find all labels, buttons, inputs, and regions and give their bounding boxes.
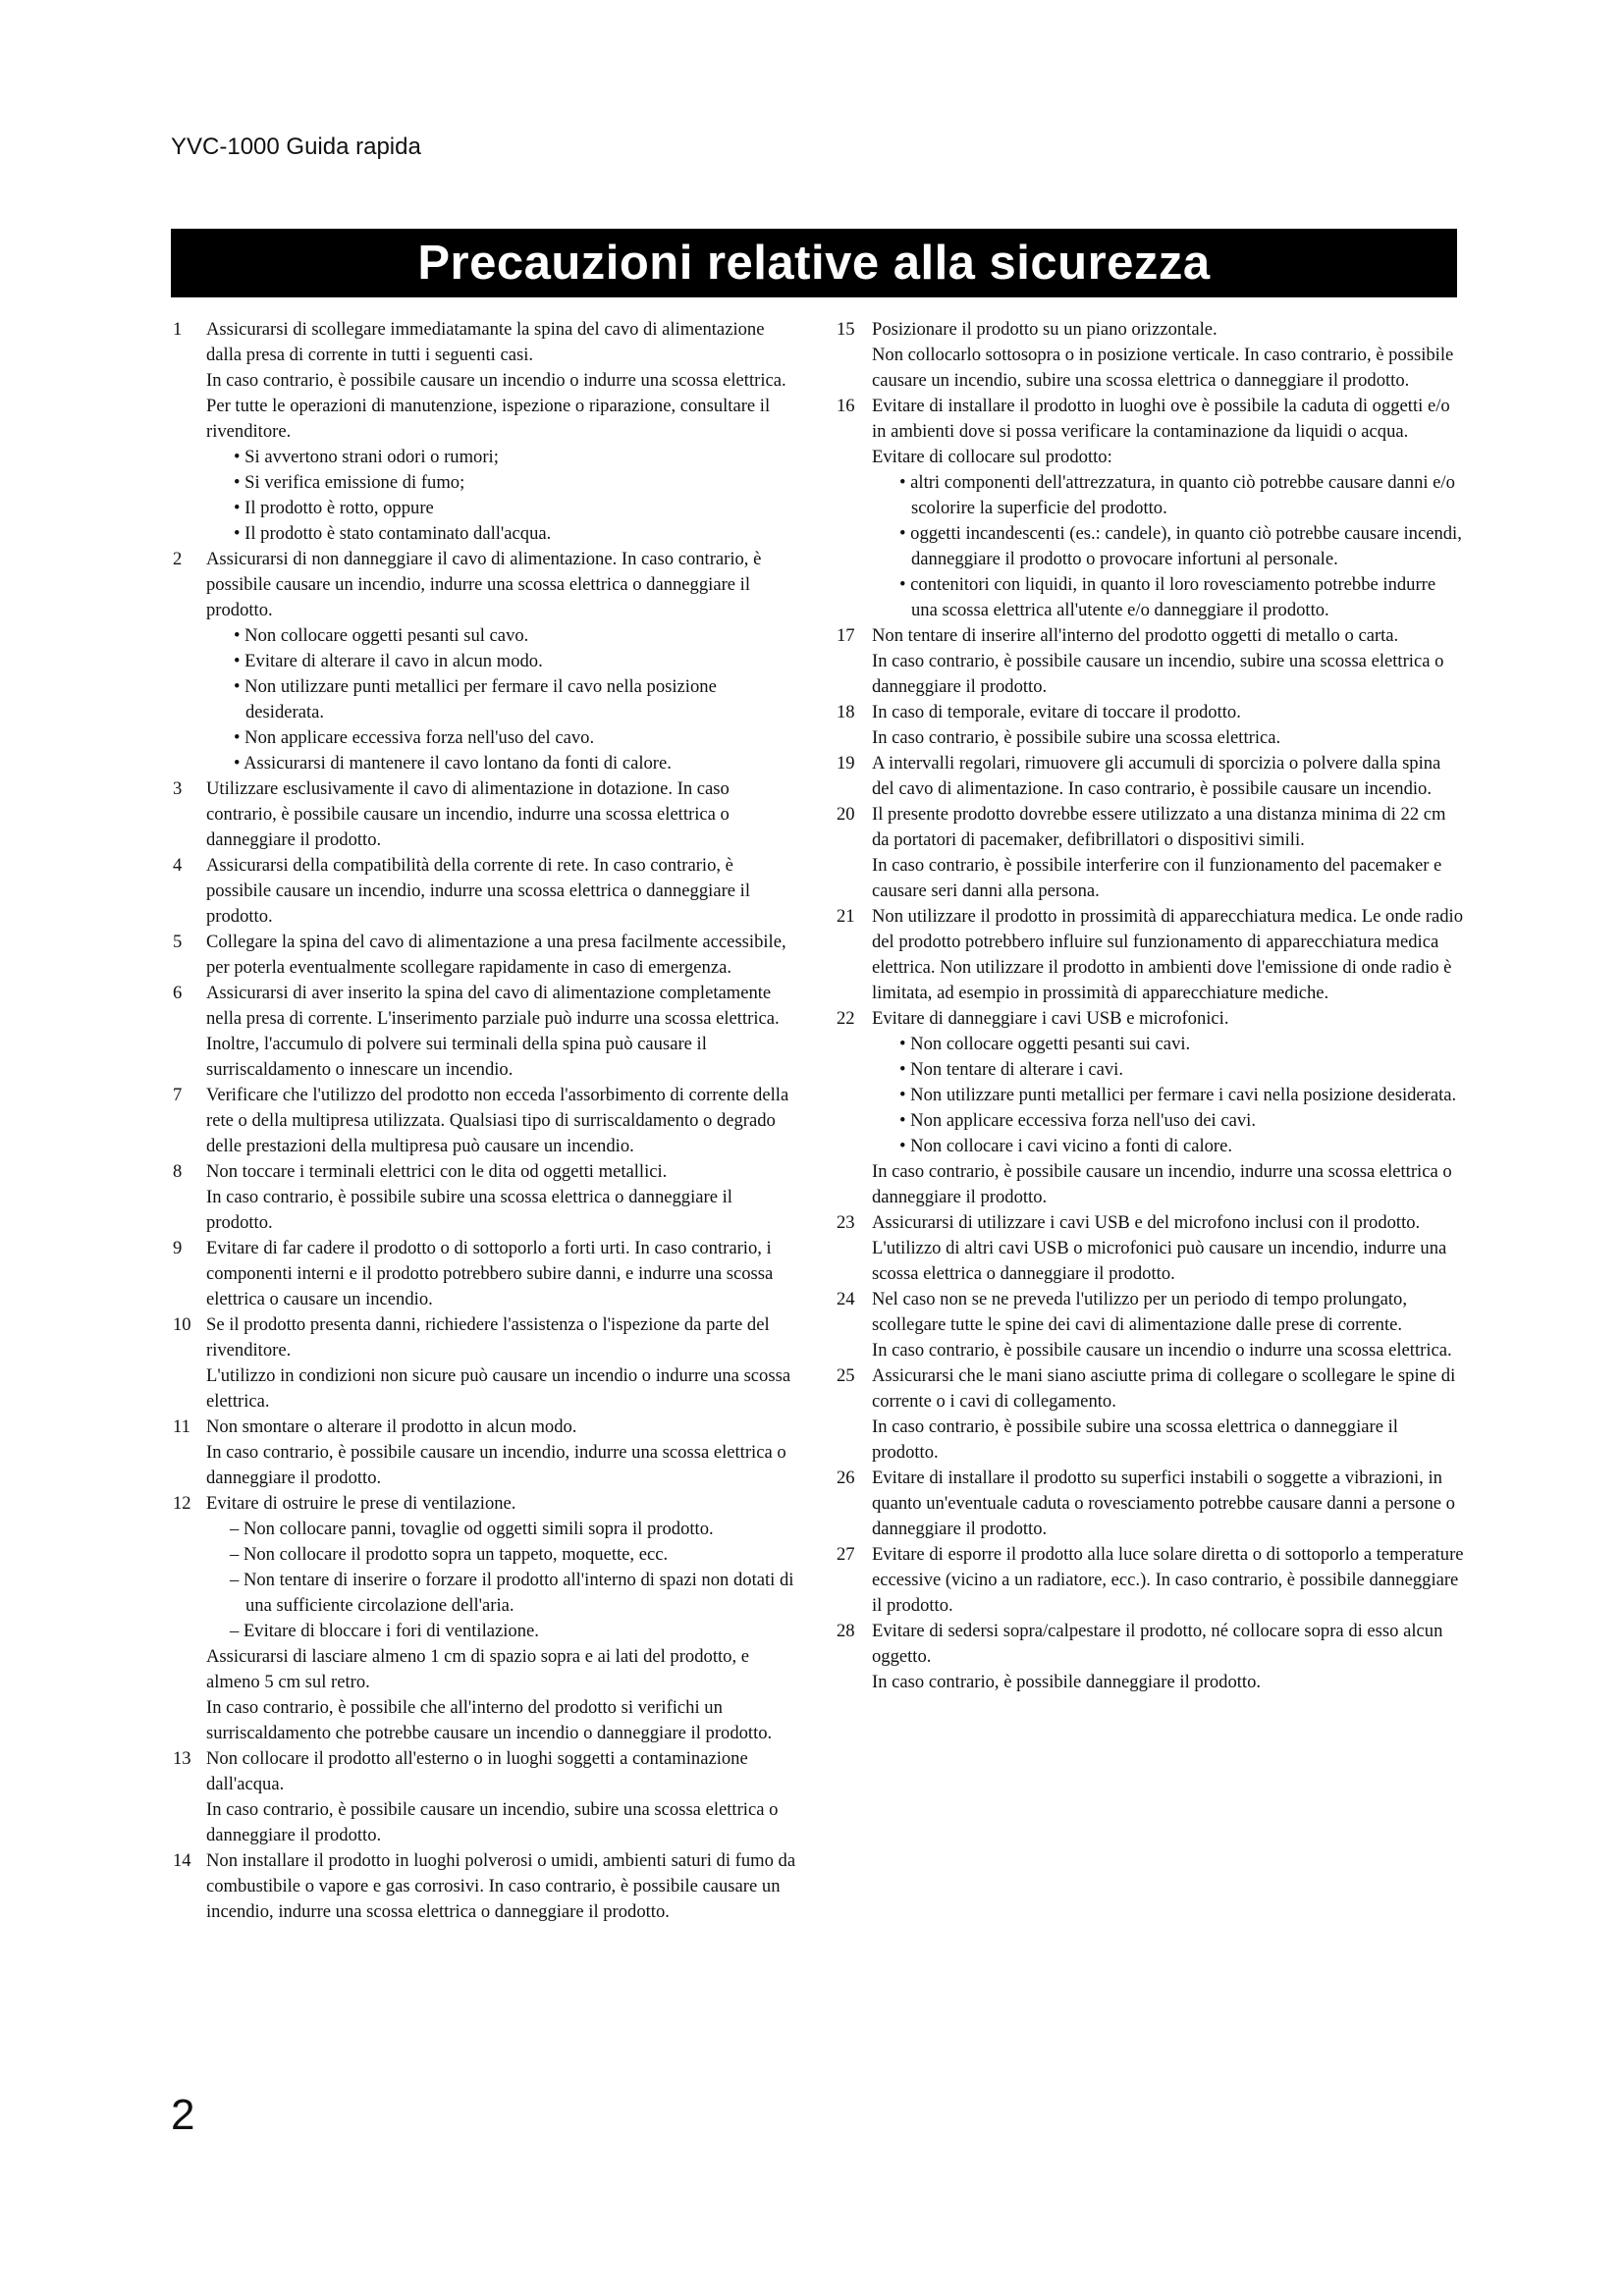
precaution-text: In caso contrario, è possibile subire una scossa elettrica o danneggiare il prodotto.	[872, 1416, 1398, 1463]
precaution-text: In caso contrario, è possibile causare un incendio, subire una scossa elettrica o danneggiare il prodotto.	[872, 651, 1444, 697]
page-number: 2	[171, 2091, 195, 2139]
precaution-number: 14	[173, 1850, 191, 1871]
running-header: YVC-1000 Guida rapida	[171, 133, 421, 160]
precaution-item	[171, 317, 799, 547]
precaution-item	[171, 930, 799, 981]
precaution-text: Utilizzare esclusivamente il cavo di alimentazione in dotazione. In caso contrario, è possibile causare un incendio, indurre una scossa elettrica o danneggiare il prodotto.	[206, 778, 730, 850]
precaution-text: In caso contrario, è possibile causare un incendio o indurre una scossa elettrica. Per tutte le operazioni di manutenzione, ispezione o riparazione, consultare il rivenditore.	[206, 370, 786, 442]
precaution-list-item: • Non utilizzare punti metallici per fermare i cavi nella posizione desiderata.	[899, 1085, 1457, 1105]
precaution-text: Evitare di esporre il prodotto alla luce solare diretta o di sottoporlo a temperature eccessive (vicino a un radiatore, ecc.). In caso contrario, è possibile danneggiare il prodotto.	[872, 1544, 1464, 1616]
precaution-list-item: • Si avvertono strani odori o rumori;	[234, 447, 499, 467]
precaution-list-item: • Non applicare eccessiva forza nell'uso del cavo.	[234, 727, 595, 748]
precaution-list-item: • Si verifica emissione di fumo;	[234, 472, 465, 493]
precaution-list-item: • Assicurarsi di mantenere il cavo lontano da fonti di calore.	[234, 753, 672, 774]
precaution-number: 23	[837, 1212, 855, 1233]
precaution-number: 12	[173, 1493, 191, 1514]
precaution-list-item: • contenitori con liquidi, in quanto il loro rovesciamento potrebbe indurre una scossa elettrica all'utente e/o danneggiare il prodotto.	[899, 574, 1436, 620]
precaution-list-item: • Il prodotto è stato contaminato dall'acqua.	[234, 523, 552, 544]
precaution-item	[171, 1159, 799, 1236]
precaution-text: A intervalli regolari, rimuovere gli accumuli di sporcizia o polvere dalla spina del cavo di alimentazione. In caso contrario, è possibile causare un incendio.	[872, 753, 1441, 799]
precaution-list-item: – Evitare di bloccare i fori di ventilazione.	[230, 1621, 539, 1641]
precaution-list-item: • Non tentare di alterare i cavi.	[899, 1059, 1123, 1080]
precaution-item	[837, 700, 1465, 751]
precaution-number: 7	[173, 1085, 183, 1105]
precaution-text: Assicurarsi di utilizzare i cavi USB e del microfono inclusi con il prodotto.	[872, 1212, 1421, 1233]
precaution-text: Evitare di ostruire le prese di ventilazione.	[206, 1493, 516, 1514]
precaution-text: Evitare di installare il prodotto su superfici instabili o soggette a vibrazioni, in quanto un'eventuale caduta o rovesciamento potrebbe causare danni a persone o danneggiare il prodotto.	[872, 1468, 1455, 1539]
precaution-item	[837, 623, 1465, 700]
precaution-text: Evitare di installare il prodotto in luoghi ove è possibile la caduta di oggetti e/o in ambienti dove si possa verificare la contaminazione da liquidi o acqua. Evitare di collocare sul prodotto:	[872, 396, 1450, 467]
precaution-text: In caso contrario, è possibile danneggiare il prodotto.	[872, 1672, 1262, 1692]
precaution-item	[837, 1363, 1465, 1466]
precaution-text: Evitare di sedersi sopra/calpestare il prodotto, né collocare sopra di esso alcun oggetto.	[872, 1621, 1443, 1667]
precaution-item	[171, 853, 799, 930]
precaution-number: 15	[837, 319, 855, 340]
precaution-item	[837, 1210, 1465, 1287]
precaution-text: Assicurarsi della compatibilità della corrente di rete. In caso contrario, è possibile causare un incendio, indurre una scossa elettrica o danneggiare il prodotto.	[206, 855, 750, 927]
precaution-item	[837, 904, 1465, 1006]
precaution-list-item: • altri componenti dell'attrezzatura, in quanto ciò potrebbe causare danni e/o scolorire la superficie del prodotto.	[899, 472, 1455, 518]
precaution-list-item: – Non collocare panni, tovaglie od oggetti simili sopra il prodotto.	[230, 1519, 714, 1539]
precaution-text: In caso contrario, è possibile subire una scossa elettrica o danneggiare il prodotto.	[206, 1187, 732, 1233]
precaution-list-item: – Non tentare di inserire o forzare il prodotto all'interno di spazi non dotati di una sufficiente circolazione dell'aria.	[230, 1570, 794, 1616]
precaution-number: 25	[837, 1365, 855, 1386]
precaution-item	[171, 776, 799, 853]
precaution-number: 18	[837, 702, 855, 722]
precaution-number: 16	[837, 396, 855, 416]
precaution-number: 17	[837, 625, 855, 646]
precaution-number: 5	[173, 932, 183, 952]
precaution-text: In caso contrario, è possibile che all'interno del prodotto si verifichi un surriscaldamento che potrebbe causare un incendio o danneggiare il prodotto.	[206, 1697, 773, 1743]
precaution-text: In caso contrario, è possibile causare un incendio, indurre una scossa elettrica o danneggiare il prodotto.	[206, 1442, 786, 1488]
precaution-item	[171, 547, 799, 776]
precaution-text: In caso contrario, è possibile subire una scossa elettrica.	[872, 727, 1281, 748]
precaution-number: 3	[173, 778, 183, 799]
title-bar	[171, 229, 1457, 297]
precaution-text: Evitare di far cadere il prodotto o di sottoporlo a forti urti. In caso contrario, i componenti interni e il prodotto potrebbero subire danni, e indurre una scossa elettrica o causare un incendio.	[206, 1238, 774, 1309]
precaution-item	[171, 1415, 799, 1491]
precaution-number: 6	[173, 983, 183, 1003]
precaution-list-item: • Non utilizzare punti metallici per fermare il cavo nella posizione desiderata.	[234, 676, 717, 722]
precaution-text: Posizionare il prodotto su un piano orizzontale.	[872, 319, 1218, 340]
precaution-number: 10	[173, 1314, 191, 1335]
precaution-list-item: • Non applicare eccessiva forza nell'uso dei cavi.	[899, 1110, 1256, 1131]
precaution-number: 21	[837, 906, 855, 927]
precaution-number: 8	[173, 1161, 183, 1182]
precaution-number: 28	[837, 1621, 855, 1641]
precaution-number: 27	[837, 1544, 855, 1565]
precaution-number: 19	[837, 753, 855, 774]
precaution-item	[837, 1287, 1465, 1363]
precaution-text: Nel caso non se ne preveda l'utilizzo per un periodo di tempo prolungato, scollegare tutte le spine dei cavi di alimentazione dalle prese di corrente.	[872, 1289, 1407, 1335]
precaution-text: L'utilizzo di altri cavi USB o microfonici può causare un incendio, indurre una scossa elettrica o danneggiare il prodotto.	[872, 1238, 1447, 1284]
precaution-number: 26	[837, 1468, 855, 1488]
precaution-text: Verificare che l'utilizzo del prodotto non ecceda l'assorbimento di corrente della rete o della multipresa utilizzata. Qualsiasi tipo di surriscaldamento o degrado delle prestazioni della multipresa può causare un incendio.	[206, 1085, 789, 1156]
precaution-item	[171, 1083, 799, 1159]
precaution-item	[171, 1236, 799, 1312]
precaution-text: Assicurarsi di scollegare immediatamante la spina del cavo di alimentazione dalla presa di corrente in tutti i seguenti casi.	[206, 319, 765, 365]
precaution-list-item: • Non collocare oggetti pesanti sul cavo.	[234, 625, 529, 646]
precaution-item	[837, 1466, 1465, 1542]
precaution-item	[837, 394, 1465, 623]
precaution-text: Non collocare il prodotto all'esterno o in luoghi soggetti a contaminazione dall'acqua.	[206, 1748, 748, 1794]
precaution-number: 24	[837, 1289, 855, 1309]
precaution-text: Non toccare i terminali elettrici con le dita od oggetti metallici.	[206, 1161, 668, 1182]
precaution-text: Non utilizzare il prodotto in prossimità di apparecchiatura medica. Le onde radio del prodotto potrebbero influire sul funzionamento di apparecchiatura medica elettrica. Non utilizzare il prodotto in ambienti dove l'emissione di onde radio è limitata, ad esempio in prossimità di apparecchiature mediche.	[872, 906, 1464, 1003]
precaution-item	[837, 1006, 1465, 1210]
precaution-text: Assicurarsi di non danneggiare il cavo di alimentazione. In caso contrario, è possibile causare un incendio, indurre una scossa elettrica o danneggiare il prodotto.	[206, 549, 762, 620]
precaution-text: Non installare il prodotto in luoghi polverosi o umidi, ambienti saturi di fumo da combustibile o vapore e gas corrosivi. In caso contrario, è possibile causare un incendio, indurre una scossa elettrica o danneggiare il prodotto.	[206, 1850, 796, 1922]
precaution-item	[171, 981, 799, 1083]
precaution-text: Evitare di danneggiare i cavi USB e microfonici.	[872, 1008, 1229, 1029]
precaution-item	[837, 1542, 1465, 1619]
precaution-number: 4	[173, 855, 183, 876]
precaution-text: L'utilizzo in condizioni non sicure può causare un incendio o indurre una scossa elettrica.	[206, 1365, 791, 1412]
precaution-text: In caso di temporale, evitare di toccare il prodotto.	[872, 702, 1241, 722]
precaution-item	[171, 1491, 799, 1746]
precaution-item	[171, 1312, 799, 1415]
precaution-list-item: • Il prodotto è rotto, oppure	[234, 498, 434, 518]
precaution-text: Non tentare di inserire all'interno del prodotto oggetti di metallo o carta.	[872, 625, 1399, 646]
precaution-text: In caso contrario, è possibile interferire con il funzionamento del pacemaker e causare seri danni alla persona.	[872, 855, 1442, 901]
precaution-text: Non collocarlo sottosopra o in posizione verticale. In caso contrario, è possibile causare un incendio, subire una scossa elettrica o danneggiare il prodotto.	[872, 345, 1454, 391]
precaution-number: 9	[173, 1238, 183, 1258]
precaution-text: Non smontare o alterare il prodotto in alcun modo.	[206, 1416, 577, 1437]
right-column	[837, 317, 1465, 1695]
precaution-text: In caso contrario, è possibile causare un incendio, indurre una scossa elettrica o danneggiare il prodotto.	[872, 1161, 1452, 1207]
precaution-list-item: – Non collocare il prodotto sopra un tappeto, moquette, ecc.	[230, 1544, 669, 1565]
precaution-item	[837, 1619, 1465, 1695]
precaution-text: Assicurarsi di aver inserito la spina del cavo di alimentazione completamente nella presa di corrente. L'inserimento parziale può indurre una scossa elettrica. Inoltre, l'accumulo di polvere sui terminali della spina può causare il surriscaldamento o innescare un incendio.	[206, 983, 780, 1080]
precaution-item	[171, 1746, 799, 1848]
precaution-text: Assicurarsi che le mani siano asciutte prima di collegare o scollegare le spine di corrente o i cavi di collegamento.	[872, 1365, 1456, 1412]
precaution-text: Se il prodotto presenta danni, richiedere l'assistenza o l'ispezione da parte del rivenditore.	[206, 1314, 770, 1361]
precaution-number: 20	[837, 804, 855, 825]
precaution-list-item: • Non collocare i cavi vicino a fonti di calore.	[899, 1136, 1232, 1156]
precaution-list-item: • oggetti incandescenti (es.: candele), in quanto ciò potrebbe causare incendi, danneggiare il prodotto o provocare infortuni al personale.	[899, 523, 1462, 569]
precaution-number: 22	[837, 1008, 855, 1029]
precaution-number: 1	[173, 319, 183, 340]
precaution-list-item: • Evitare di alterare il cavo in alcun modo.	[234, 651, 543, 671]
precaution-number: 11	[173, 1416, 190, 1437]
precaution-text: Il presente prodotto dovrebbe essere utilizzato a una distanza minima di 22 cm da portatori di pacemaker, defibrillatori o dispositivi simili.	[872, 804, 1446, 850]
precaution-text: Assicurarsi di lasciare almeno 1 cm di spazio sopra e ai lati del prodotto, e almeno 5 cm sul retro.	[206, 1646, 749, 1692]
page-title: Precauzioni relative alla sicurezza	[417, 237, 1211, 290]
precaution-item	[837, 802, 1465, 904]
precaution-text: In caso contrario, è possibile causare un incendio, subire una scossa elettrica o danneggiare il prodotto.	[206, 1799, 779, 1845]
precaution-list-item: • Non collocare oggetti pesanti sui cavi.	[899, 1034, 1191, 1054]
precaution-item	[837, 751, 1465, 802]
left-column	[171, 317, 799, 1925]
precaution-text: In caso contrario, è possibile causare un incendio o indurre una scossa elettrica.	[872, 1340, 1452, 1361]
precaution-item	[171, 1848, 799, 1925]
precaution-text: Collegare la spina del cavo di alimentazione a una presa facilmente accessibile, per poterla eventualmente scollegare rapidamente in caso di emergenza.	[206, 932, 786, 978]
precaution-item	[837, 317, 1465, 394]
precaution-number: 13	[173, 1748, 191, 1769]
precaution-number: 2	[173, 549, 183, 569]
